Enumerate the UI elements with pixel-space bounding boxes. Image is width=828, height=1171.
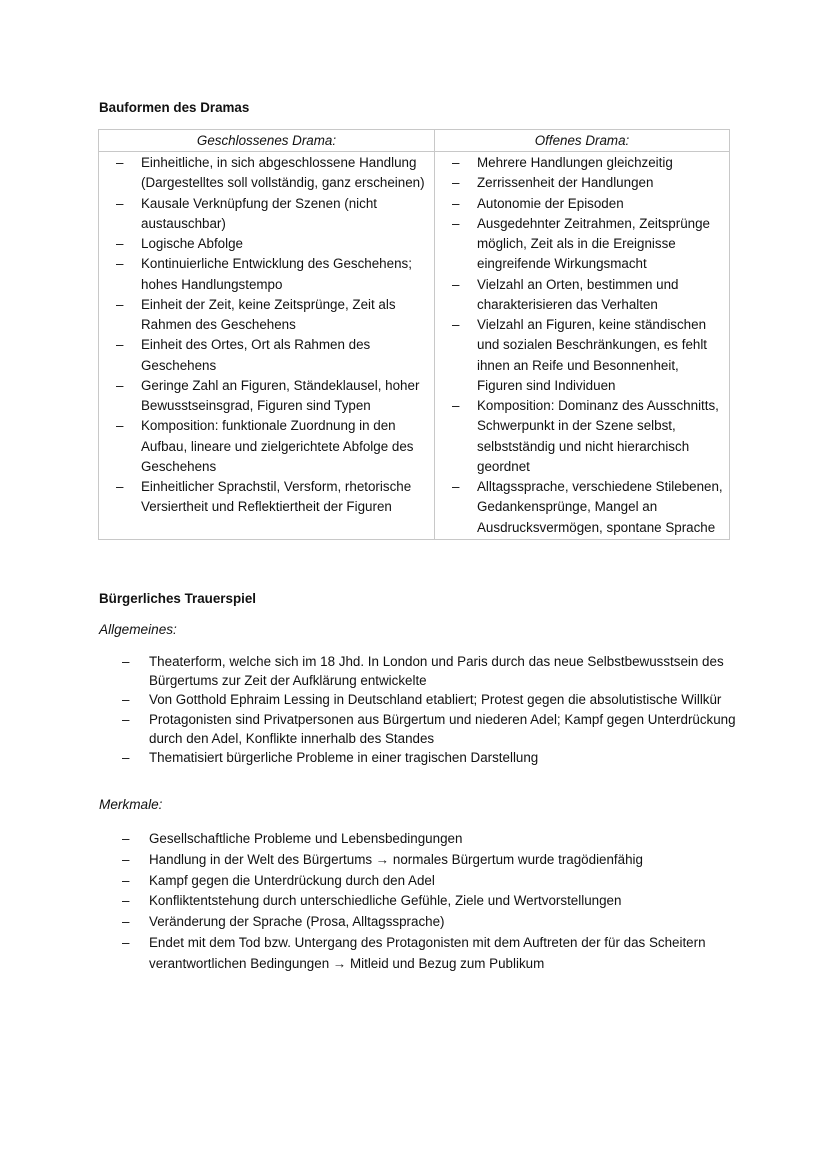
closed-drama-item (99, 194, 428, 235)
merkmale-item-text: Endet mit dem Tod bzw. Untergang des Protagonisten mit dem Auftreten der für das Scheitern verantwortlichen Bedingungen → Mitleid und Bezug zum Publikum (149, 934, 706, 971)
dash-bullet: – (452, 398, 460, 413)
closed-drama-item-text: Geringe Zahl an Figuren, Ständeklausel, hoher Bewusstseinsgrad, Figuren sind Typen (141, 377, 420, 413)
drama-comparison-table (98, 129, 730, 540)
open-drama-item-text: Vielzahl an Orten, bestimmen und charakterisieren das Verhalten (477, 276, 679, 312)
closed-drama-item (99, 295, 428, 336)
open-drama-item (435, 214, 723, 275)
closed-drama-cell (99, 152, 435, 540)
merkmale-item (99, 871, 739, 892)
dash-bullet: – (116, 195, 124, 211)
dash-bullet: – (122, 872, 130, 888)
merkmale-item-text: Veränderung der Sprache (Prosa, Alltagssprache) (149, 914, 445, 930)
merkmale-item (99, 829, 739, 850)
closed-drama-item (99, 153, 428, 194)
closed-drama-item-text: Einheit der Zeit, keine Zeitsprünge, Zeit als Rahmen des Geschehens (141, 296, 396, 332)
closed-drama-item-text: Kontinuierliche Entwicklung des Geschehens; hohes Handlungstempo (141, 256, 412, 292)
closed-drama-item (99, 376, 428, 417)
merkmale-item-text: Handlung in der Welt des Bürgertums → normales Bürgertum wurde tragödienfähig (149, 851, 643, 867)
section-title-bauformen: Bauformen des Dramas (99, 100, 250, 115)
closed-drama-item-text: Einheitliche, in sich abgeschlossene Handlung (Dargestelltes soll vollständig, ganz erscheinen) (141, 155, 425, 191)
dash-bullet: – (122, 934, 130, 950)
closed-drama-item-text: Einheitlicher Sprachstil, Versform, rhetorische Versiertheit und Reflektiertheit der Figuren (141, 479, 412, 515)
allgemeines-item-text: Theaterform, welche sich im 18 Jhd. In London und Paris durch das neue Selbstbewusstsein des Bürgertums zur Zeit der Aufklärung entwickelte (149, 654, 724, 689)
dash-bullet: – (122, 711, 130, 727)
subheading-allgemeines: Allgemeines: (99, 622, 177, 637)
allgemeines-item-text: Protagonisten sind Privatpersonen aus Bürgertum und niederen Adel; Kampf gegen Unterdrückung durch den Adel, Konflikte innerhalb des Standes (149, 711, 736, 746)
merkmale-item (99, 933, 739, 975)
open-drama-cell (435, 152, 730, 540)
dash-bullet: – (116, 236, 124, 251)
dash-bullet: – (122, 654, 130, 669)
allgemeines-item-text: Von Gotthold Ephraim Lessing in Deutschland etabliert; Protest gegen die absolutistische Willkür (149, 692, 722, 708)
dash-bullet: – (452, 215, 460, 231)
closed-drama-item (99, 234, 428, 254)
open-drama-item (435, 194, 723, 214)
open-drama-item-text: Alltagssprache, verschiedene Stilebenen, Gedankensprünge, Mangel an Ausdrucksvermögen, spontane Sprache (477, 479, 723, 535)
dash-bullet: – (116, 418, 124, 434)
allgemeines-item (99, 710, 739, 748)
open-drama-item-text: Mehrere Handlungen gleichzeitig (477, 155, 673, 170)
closed-drama-item (99, 335, 428, 376)
closed-drama-item-text: Einheit des Ortes, Ort als Rahmen des Geschehens (141, 337, 371, 373)
closed-drama-item (99, 477, 428, 518)
open-drama-list (435, 153, 723, 538)
closed-drama-item-text: Kausale Verknüpfung der Szenen (nicht austauschbar) (141, 195, 377, 231)
open-drama-item-text: Zerrissenheit der Handlungen (477, 175, 654, 191)
open-drama-item (435, 153, 723, 173)
dash-bullet: – (122, 893, 130, 909)
dash-bullet: – (452, 195, 460, 211)
allgemeines-list (99, 652, 739, 767)
open-drama-item (435, 477, 723, 538)
merkmale-item (99, 850, 739, 871)
dash-bullet: – (122, 851, 130, 867)
column-header-closed: Geschlossenes Drama: (99, 130, 435, 152)
merkmale-item (99, 891, 739, 912)
dash-bullet: – (452, 479, 460, 494)
section-title-buergerliches-trauerspiel: Bürgerliches Trauerspiel (99, 591, 257, 606)
dash-bullet: – (116, 377, 124, 393)
open-drama-item (435, 275, 723, 316)
dash-bullet: – (122, 914, 130, 930)
merkmale-list (99, 829, 739, 975)
allgemeines-item (99, 748, 739, 767)
open-drama-item-text: Komposition: Dominanz des Ausschnitts, Schwerpunkt in der Szene selbst, selbstständig und nicht hierarchisch geordnet (477, 398, 719, 474)
dash-bullet: – (452, 155, 460, 170)
dash-bullet: – (116, 337, 124, 353)
closed-drama-item-text: Logische Abfolge (141, 236, 243, 251)
merkmale-item (99, 912, 739, 933)
dash-bullet: – (116, 155, 124, 170)
dash-bullet: – (116, 256, 124, 272)
dash-bullet: – (116, 296, 124, 312)
closed-drama-list (99, 153, 428, 518)
merkmale-item-text: Gesellschaftliche Probleme und Lebensbedingungen (149, 831, 463, 846)
dash-bullet: – (452, 175, 460, 191)
dash-bullet: – (122, 692, 130, 708)
open-drama-item-text: Vielzahl an Figuren, keine ständischen und sozialen Beschränkungen, es fehlt ihnen an Reife und Besonnenheit, Figuren sind Individuen (477, 317, 708, 393)
dash-bullet: – (122, 750, 130, 766)
merkmale-item-text: Konfliktentstehung durch unterschiedliche Gefühle, Ziele und Wertvorstellungen (149, 893, 622, 909)
dash-bullet: – (452, 276, 460, 292)
subheading-merkmale: Merkmale: (99, 797, 163, 812)
merkmale-item-text: Kampf gegen die Unterdrückung durch den Adel (149, 872, 435, 888)
open-drama-item (435, 315, 723, 396)
open-drama-item-text: Ausgedehnter Zeitrahmen, Zeitsprünge möglich, Zeit als in die Ereignisse eingreifende Wirkungsmacht (477, 215, 710, 272)
open-drama-item (435, 173, 723, 193)
dash-bullet: – (122, 831, 130, 846)
dash-bullet: – (452, 317, 460, 332)
open-drama-item (435, 396, 723, 477)
allgemeines-item (99, 652, 739, 690)
allgemeines-item (99, 690, 739, 709)
column-header-open: Offenes Drama: (435, 130, 730, 152)
open-drama-item-text: Autonomie der Episoden (477, 195, 624, 211)
closed-drama-item (99, 416, 428, 477)
closed-drama-item-text: Komposition: funktionale Zuordnung in den Aufbau, lineare und zielgerichtete Abfolge des Geschehens (141, 418, 414, 474)
allgemeines-item-text: Thematisiert bürgerliche Probleme in einer tragischen Darstellung (149, 750, 539, 766)
closed-drama-item (99, 254, 428, 295)
dash-bullet: – (116, 479, 124, 494)
